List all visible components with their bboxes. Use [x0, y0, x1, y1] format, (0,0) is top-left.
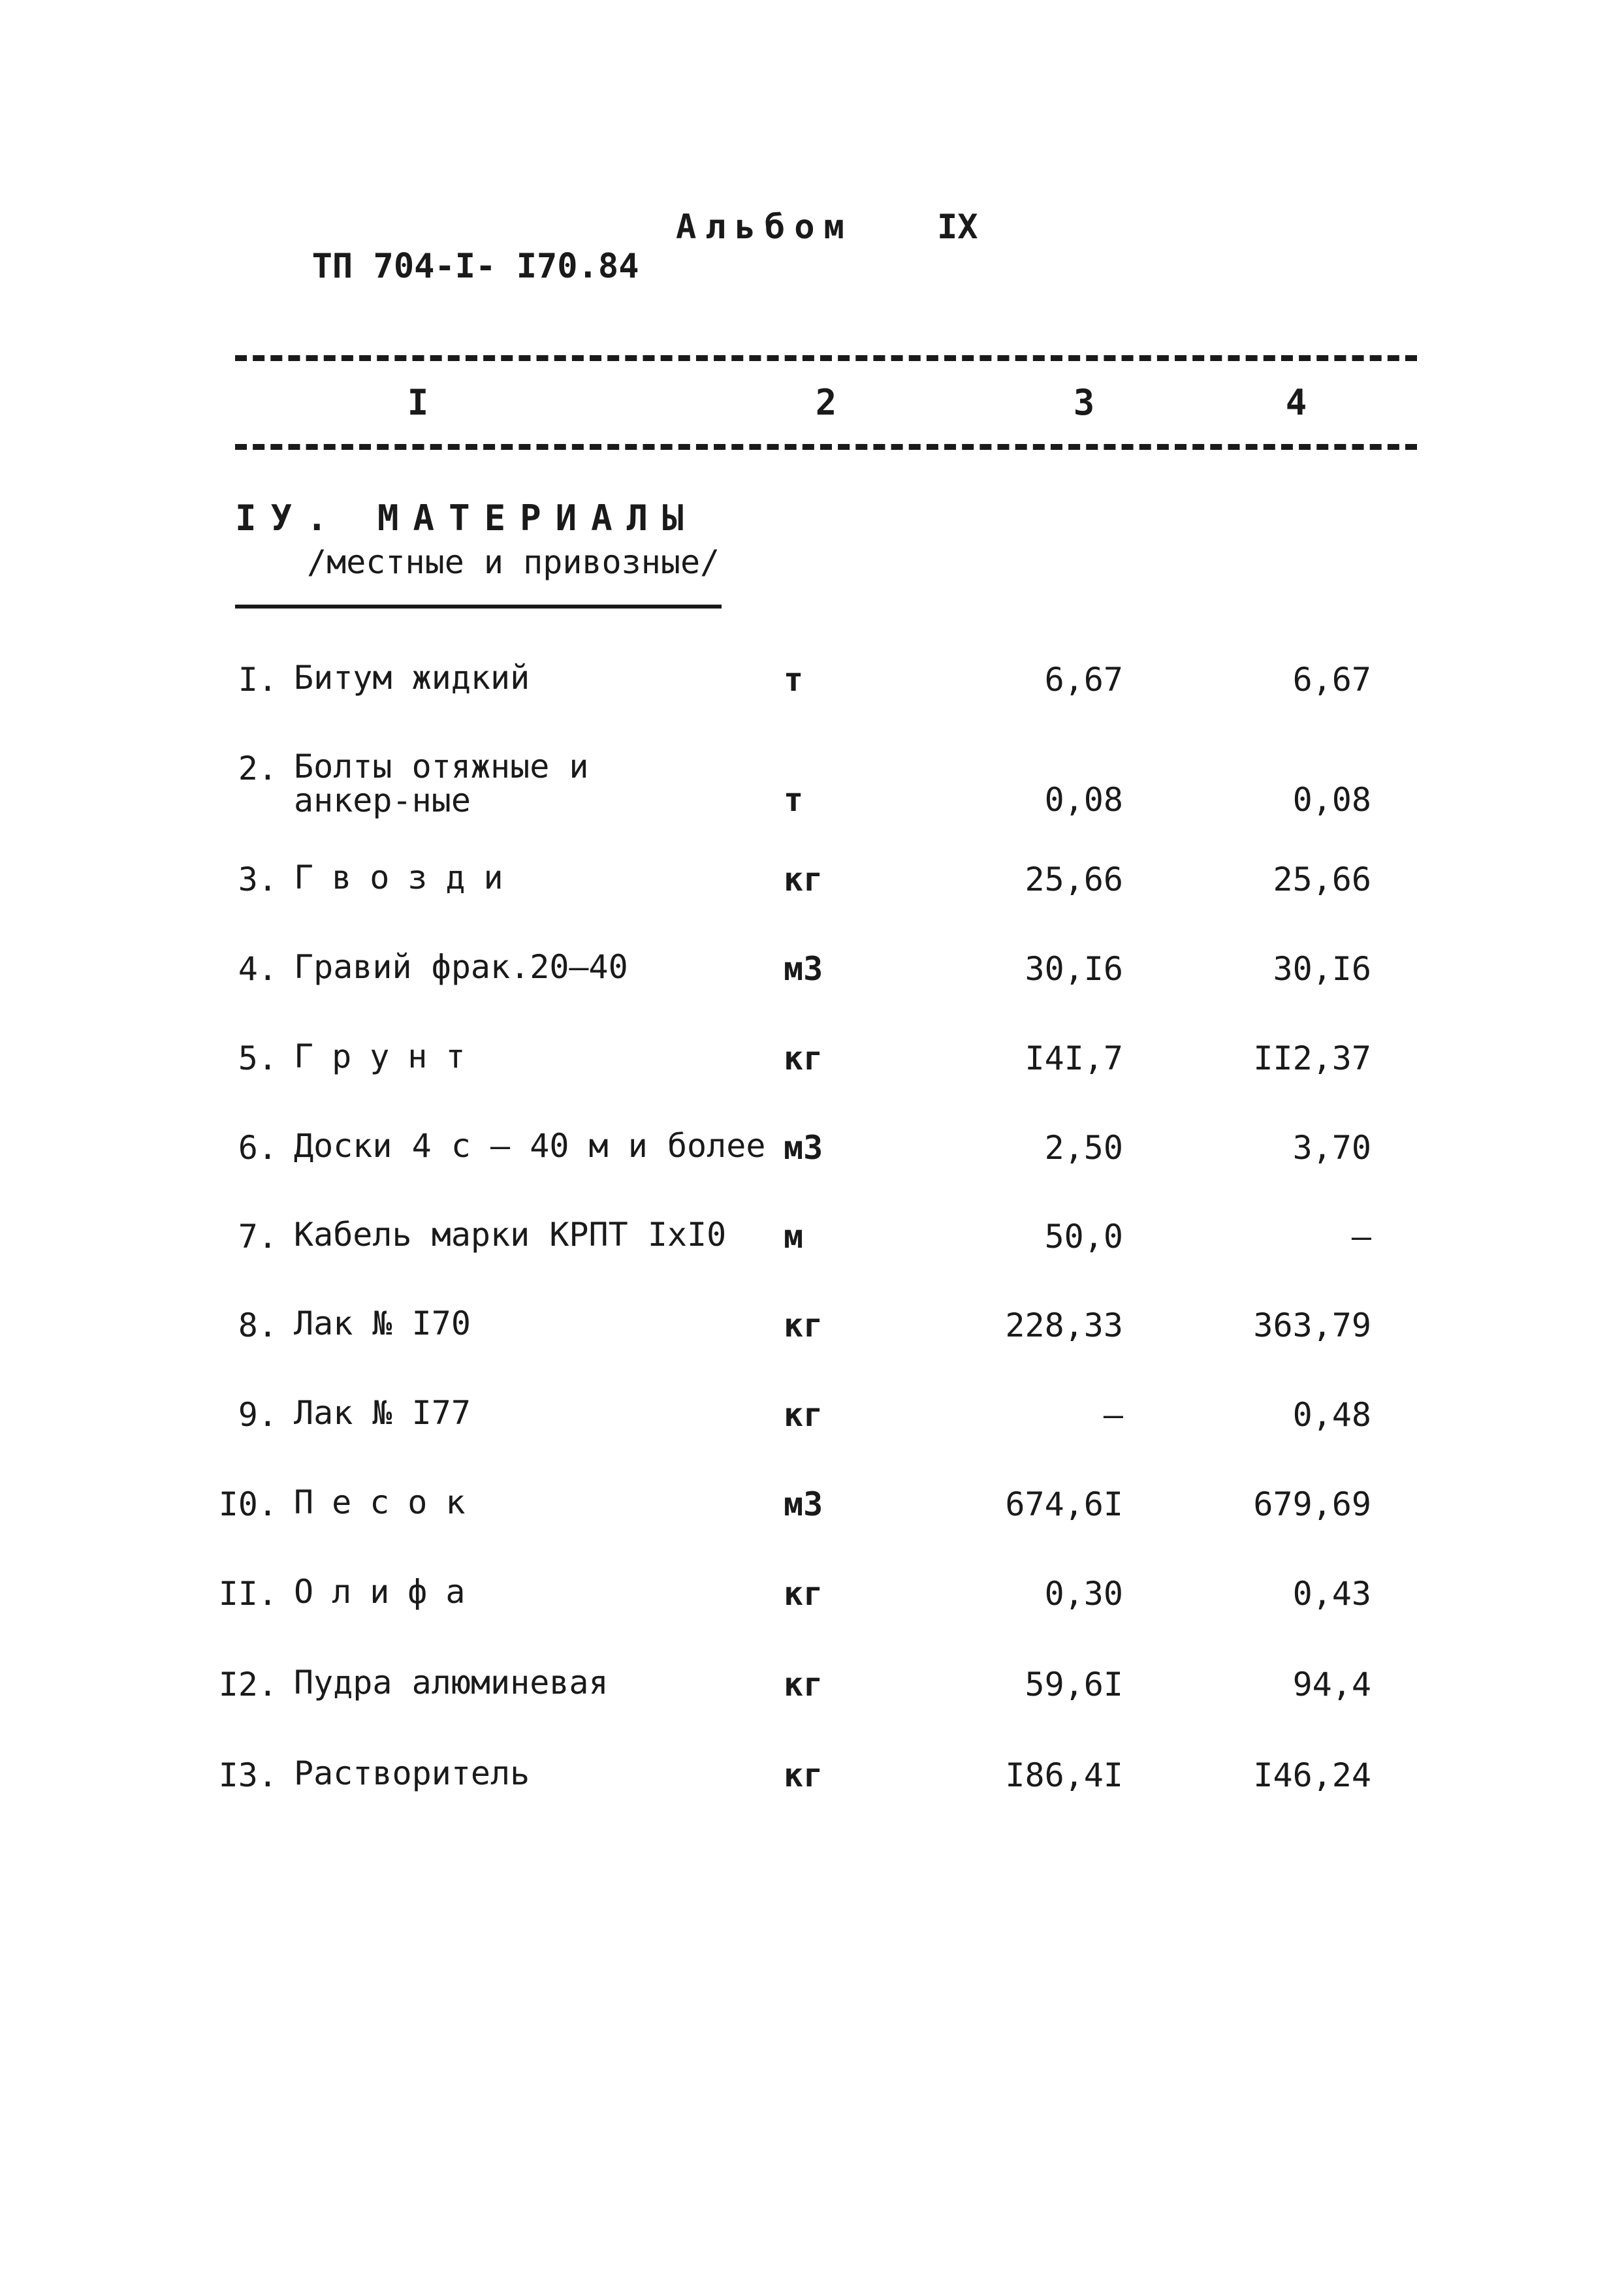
material-name: Лак № I70: [294, 1305, 471, 1342]
column-header-3: 3: [1073, 382, 1095, 423]
unit: кг: [784, 1666, 823, 1703]
row-number: 7.: [238, 1218, 278, 1256]
table-row: [0, 1039, 1624, 1118]
unit: м: [784, 1218, 804, 1256]
value-col-4: 6,67: [1292, 661, 1371, 699]
document-code: ТП 704-I- I70.84: [311, 247, 639, 286]
value-col-4: –: [1351, 1218, 1371, 1256]
value-col-3: 6,67: [1044, 661, 1123, 699]
value-col-3: 30,I6: [1025, 950, 1123, 988]
material-name: Кабель марки КРПТ IхI0: [294, 1216, 727, 1254]
value-col-4: 363,79: [1253, 1306, 1371, 1344]
table-row: [0, 1666, 1624, 1744]
value-col-3: 25,66: [1025, 861, 1123, 898]
value-col-4: II2,37: [1253, 1039, 1371, 1077]
value-col-4: 0,48: [1292, 1396, 1371, 1434]
value-col-4: I46,24: [1253, 1756, 1371, 1794]
value-col-4: 0,08: [1292, 781, 1371, 819]
unit: т: [784, 661, 804, 699]
row-number: 9.: [238, 1396, 278, 1434]
value-col-3: 2,50: [1044, 1129, 1123, 1167]
material-name: Болты отяжные и анкер-ные: [294, 748, 589, 819]
unit: м3: [784, 1485, 823, 1523]
value-col-3: 59,6I: [1025, 1666, 1123, 1703]
table-top-dashed-rule: [235, 355, 1417, 361]
value-col-4: 3,70: [1292, 1129, 1371, 1167]
unit: кг: [784, 1756, 823, 1794]
table-row: [0, 1218, 1624, 1296]
value-col-3: I86,4I: [1005, 1756, 1123, 1794]
table-row: [0, 1485, 1624, 1564]
unit: м3: [784, 950, 823, 988]
album-label: Альбом: [676, 208, 853, 247]
material-name: Гвозди: [294, 859, 522, 896]
row-number: II.: [218, 1575, 278, 1613]
value-col-4: 679,69: [1253, 1485, 1371, 1523]
value-col-3: 50,0: [1044, 1218, 1123, 1256]
table-row: [0, 1575, 1624, 1653]
row-number: I2.: [218, 1666, 278, 1703]
column-header-4: 4: [1285, 382, 1307, 423]
section-underline: [235, 605, 722, 609]
unit: м3: [784, 1129, 823, 1167]
row-number: 5.: [238, 1039, 278, 1077]
material-name: Гравий фрак.20–40: [294, 948, 628, 986]
table-row: [0, 750, 1624, 828]
unit: т: [784, 781, 804, 819]
value-col-4: 94,4: [1292, 1666, 1371, 1703]
table-row: [0, 1756, 1624, 1835]
value-col-3: 228,33: [1005, 1306, 1123, 1344]
material-name: Лак № I77: [294, 1394, 471, 1432]
row-number: 6.: [238, 1129, 278, 1167]
column-header-2: 2: [815, 382, 837, 423]
row-number: I.: [238, 661, 278, 699]
value-col-3: –: [1103, 1396, 1123, 1434]
material-name: Пудра алюминевая: [294, 1664, 609, 1701]
unit: кг: [784, 1039, 823, 1077]
material-name: Битум жидкий: [294, 659, 530, 697]
page-header: [271, 208, 978, 364]
value-col-3: 0,08: [1044, 781, 1123, 819]
row-number: 3.: [238, 861, 278, 898]
material-name: Доски 4 с – 40 м и более: [294, 1127, 766, 1165]
value-col-3: 674,6I: [1005, 1485, 1123, 1523]
value-col-3: 0,30: [1044, 1575, 1123, 1613]
unit: кг: [784, 861, 823, 898]
unit: кг: [784, 1306, 823, 1344]
unit: кг: [784, 1396, 823, 1434]
row-number: I0.: [218, 1485, 278, 1523]
column-header-1: I: [407, 382, 429, 423]
row-number: 2.: [238, 750, 278, 787]
section-subtitle: /местные и привозные/: [307, 543, 720, 581]
row-number: I3.: [218, 1756, 278, 1794]
material-name: Песок: [294, 1483, 484, 1521]
value-col-4: 0,43: [1292, 1575, 1371, 1613]
row-number: 8.: [238, 1306, 278, 1344]
table-row: [0, 661, 1624, 739]
material-name: Грунт: [294, 1037, 484, 1075]
table-header-dashed-rule: [235, 444, 1417, 450]
value-col-3: I4I,7: [1025, 1039, 1123, 1077]
value-col-4: 30,I6: [1273, 950, 1371, 988]
table-row: [0, 861, 1624, 939]
unit: кг: [784, 1575, 823, 1613]
table-row: [0, 1129, 1624, 1207]
value-col-4: 25,66: [1273, 861, 1371, 898]
section-title: IУ. МАТЕРИАЛЫ: [235, 498, 698, 539]
table-row: [0, 1396, 1624, 1474]
material-name: Растворитель: [294, 1754, 530, 1792]
album-number: IX: [937, 208, 978, 247]
table-row: [0, 1306, 1624, 1385]
row-number: 4.: [238, 950, 278, 988]
table-row: [0, 950, 1624, 1028]
material-name: Олифа: [294, 1573, 484, 1611]
